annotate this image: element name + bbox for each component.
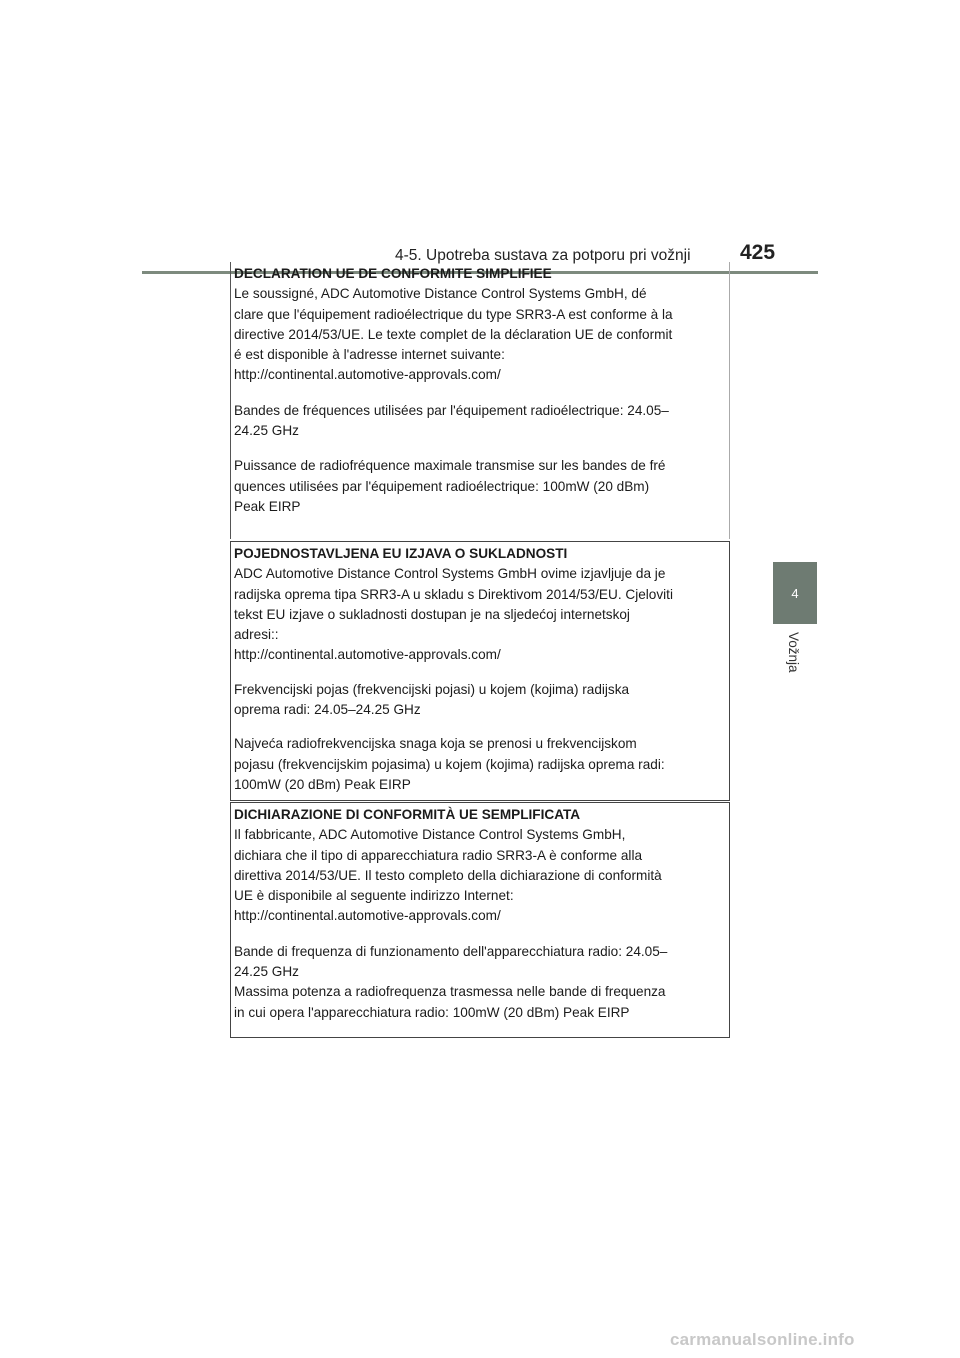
text-line: Frekvencijski pojas (frekvencijski pojasi) u kojem (kojima) radijska <box>234 681 630 697</box>
text-line: 24.25 GHz <box>234 423 299 439</box>
text-line: Bande di frequenza di funzionamento dell'apparecchiatura radio: 24.05– <box>234 943 668 959</box>
running-header-title: 4-5. Upotreba sustava za potporu pri vožnji <box>395 247 691 264</box>
text-line: é est disponible à l'adresse internet suivante: <box>234 347 505 363</box>
text-line: adresi:: <box>234 627 279 643</box>
text-line: 24.25 GHz <box>234 964 299 980</box>
text-line: Il fabbricante, ADC Automotive Distance Control Systems GmbH, <box>234 827 626 843</box>
frequency-paragraph <box>234 680 729 721</box>
text-line: dichiara che il tipo di apparecchiatura radio SRR3-A è conforme alla <box>234 847 643 863</box>
declaration-box-italian <box>230 802 730 1038</box>
frequency-paragraph <box>234 401 729 442</box>
text-line: Peak EIRP <box>234 498 301 514</box>
text-line: in cui opera l'apparecchiatura radio: 100mW (20 dBm) Peak EIRP <box>234 1004 630 1020</box>
site-watermark: carmanualsonline.info <box>670 1330 855 1349</box>
text-line: Puissance de radiofréquence maximale transmise sur les bandes de fré <box>234 458 666 474</box>
text-line: tekst EU izjave o sukladnosti dostupan je na sljedećoj internetskoj <box>234 606 630 622</box>
text-line: ADC Automotive Distance Control Systems GmbH ovime izjavljuje da je <box>234 566 666 582</box>
chapter-tab <box>773 562 817 624</box>
text-line: 100mW (20 dBm) Peak EIRP <box>234 776 411 792</box>
page-number: 425 <box>740 241 776 264</box>
text-line: quences utilisées par l'équipement radioélectrique: 100mW (20 dBm) <box>234 478 650 494</box>
text-line: direttiva 2014/53/UE. Il testo completo della dichiarazione di conformità <box>234 867 662 883</box>
declaration-paragraph <box>234 825 729 926</box>
text-line: Najveća radiofrekvencijska snaga koja se prenosi u frekvencijskom <box>234 736 637 752</box>
text-line: Le soussigné, ADC Automotive Distance Control Systems GmbH, dé <box>234 286 647 302</box>
frequency-power-paragraph <box>234 942 729 1023</box>
chapter-number: 4 <box>791 585 799 601</box>
declaration-heading: DICHIARAZIONE DI CONFORMITÀ UE SEMPLIFICATA <box>234 807 581 822</box>
text-line: oprema radi: 24.05–24.25 GHz <box>234 702 421 718</box>
text-line: Massima potenza a radiofrequenza trasmessa nelle bande di frequenza <box>234 984 666 1000</box>
url-line: http://continental.automotive-approvals.com/ <box>234 908 501 924</box>
text-line: UE è disponibile al seguente indirizzo Internet: <box>234 888 514 904</box>
declaration-heading: POJEDNOSTAVLJENA EU IZJAVA O SUKLADNOSTI <box>234 546 568 561</box>
text-line: pojasu (frekvencijskim pojasima) u kojem (kojima) radijska oprema radi: <box>234 756 665 772</box>
url-line: http://continental.automotive-approvals.com/ <box>234 647 501 663</box>
declaration-paragraph <box>234 284 729 385</box>
chapter-label: Vožnja <box>786 632 801 673</box>
text-line: radijska oprema tipa SRR3-A u skladu s Direktivom 2014/53/EU. Cjeloviti <box>234 586 673 602</box>
declaration-paragraph <box>234 564 729 665</box>
declaration-heading: DECLARATION UE DE CONFORMITE SIMPLIFIEE <box>234 266 552 281</box>
text-line: Bandes de fréquences utilisées par l'équipement radioélectrique: 24.05– <box>234 402 669 418</box>
power-paragraph <box>234 734 729 795</box>
declaration-box-french <box>230 262 730 539</box>
text-line: clare que l'équipement radioélectrique du type SRR3-A est conforme à la <box>234 306 673 322</box>
power-paragraph <box>234 456 729 517</box>
url-line: http://continental.automotive-approvals.com/ <box>234 367 501 383</box>
text-line: directive 2014/53/UE. Le texte complet de la déclaration UE de conformit <box>234 326 673 342</box>
declaration-box-croatian <box>230 541 730 801</box>
